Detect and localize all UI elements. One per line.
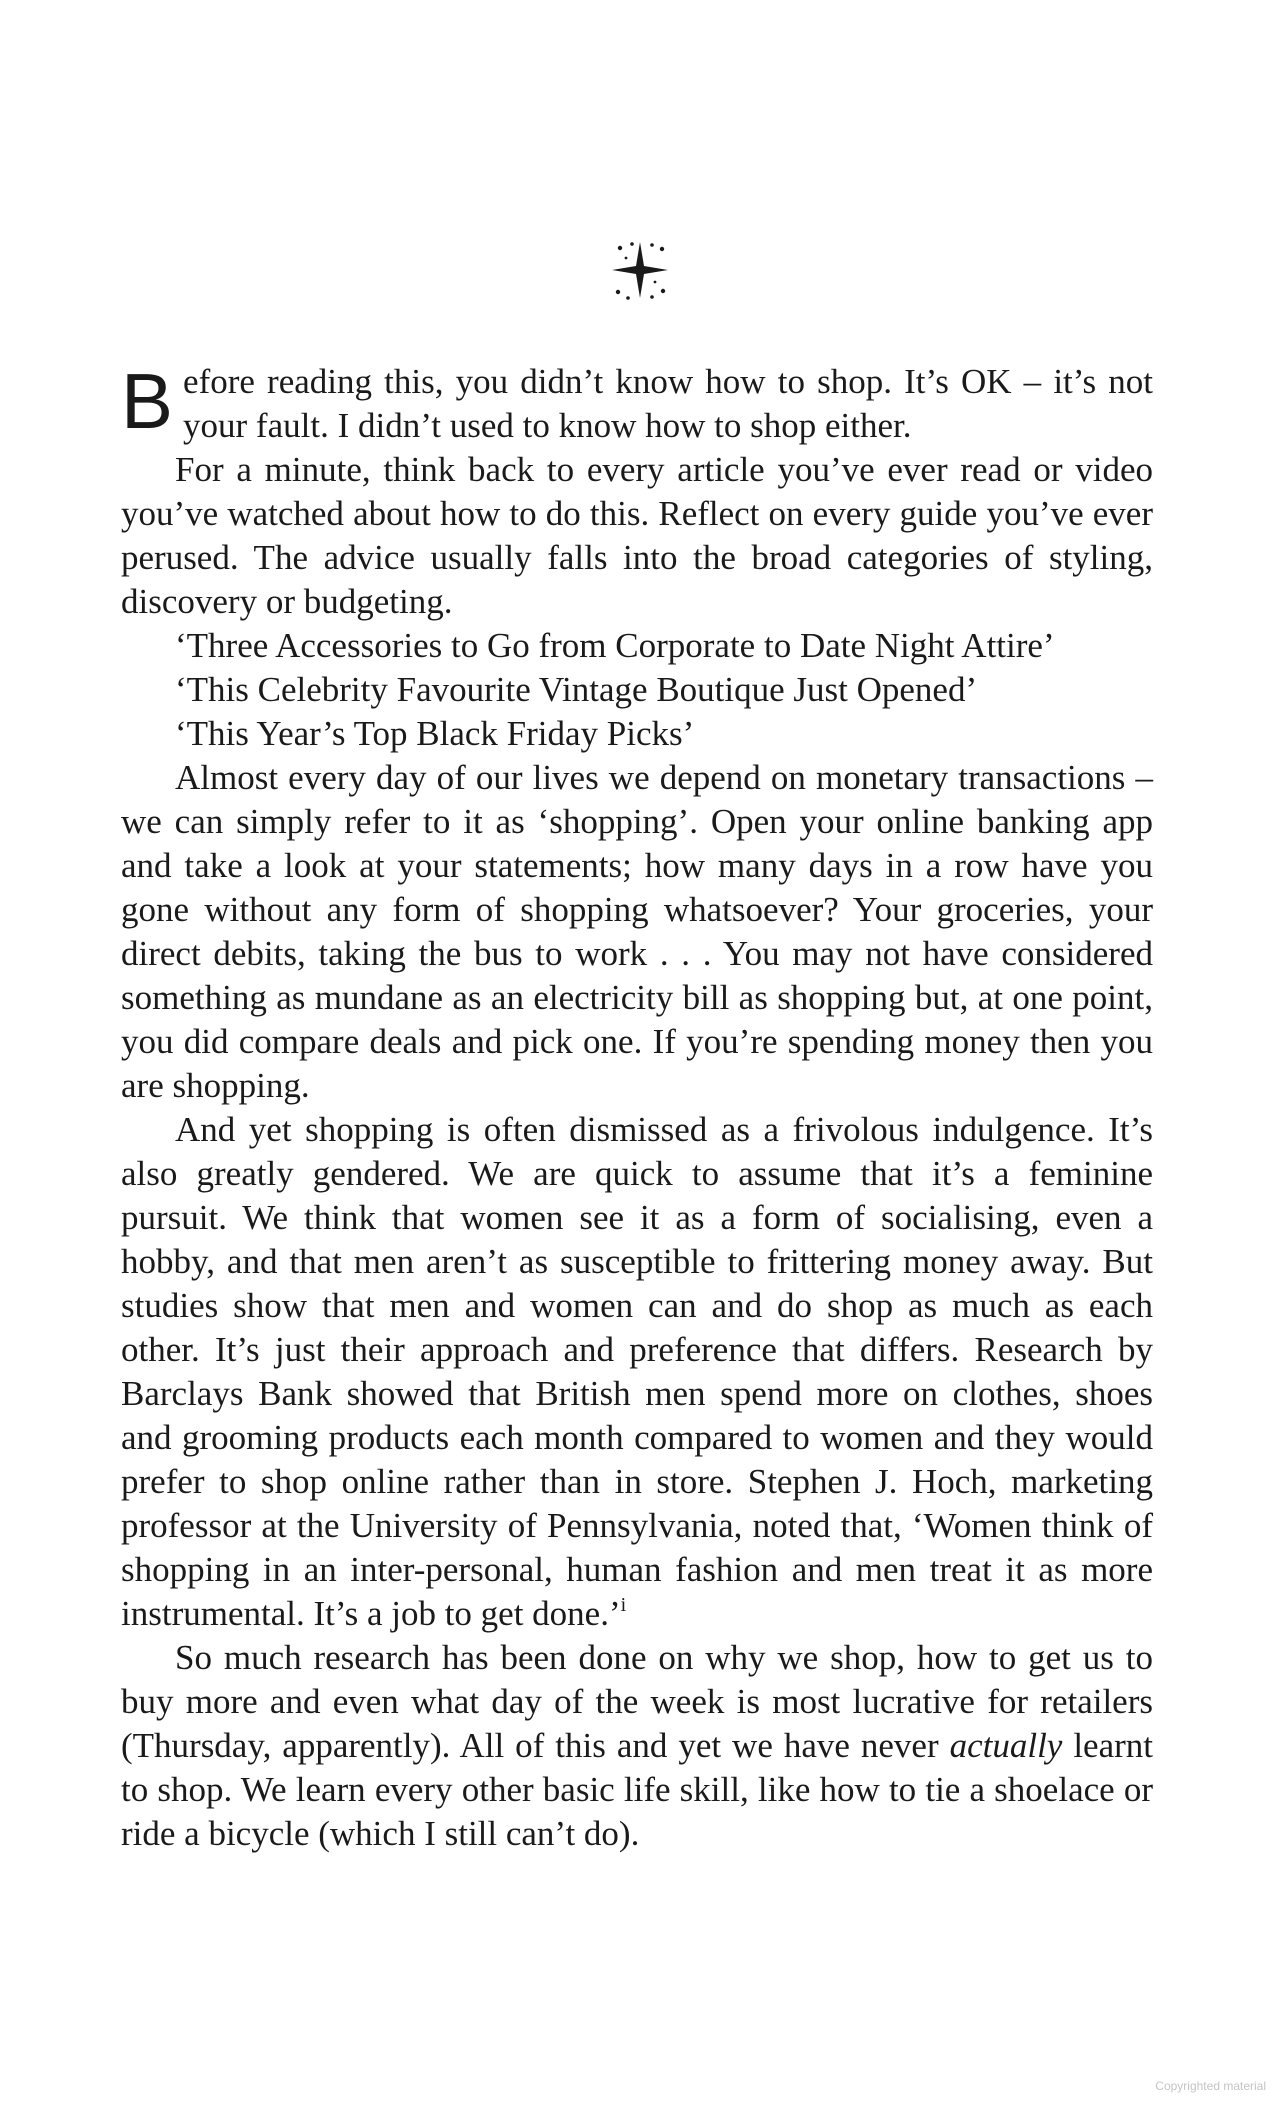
copyright-watermark: Copyrighted material — [1155, 2079, 1266, 2093]
opening-paragraph — [121, 357, 1153, 448]
headline-example-2: ‘This Celebrity Favourite Vintage Boutique Just Opened’ — [175, 670, 978, 709]
emphasis-actually: actually — [949, 1726, 1063, 1765]
chapter-body-text — [121, 357, 1153, 1856]
drop-cap: B — [121, 357, 174, 445]
opening-paragraph-text: efore reading this, you didn’t know how to shop. It’s OK – it’s not your fault. I didn’t used to know how to shop either. — [183, 362, 1153, 445]
paragraph-5-text-start: So much research has been done on why we shop, how to get us to buy more and even what day of the week is most lucrative for retailers (Thursday, apparently). All of this and yet we have never — [121, 1638, 1153, 1765]
paragraph-5-text-end: learnt to shop. We learn every other basic life skill, like how to tie a shoelace or ride a bicycle (which I still can’t do). — [121, 1726, 1153, 1853]
chapter-ornament — [606, 236, 674, 304]
headline-example-3: ‘This Year’s Top Black Friday Picks’ — [175, 714, 695, 753]
paragraph-3: Almost every day of our lives we depend on monetary transactions – we can simply refer to it as ‘shopping’. Open your online banking app and take a look at your statements; how many days in a row have you gone without any form of shopping whatsoever? Your groceries, your direct debits, taking the bus to work . . . You may not have considered something as mundane as an electricity bill as shopping but, at one point, you did compare deals and pick one. If you’re spending money then you are shopping. — [121, 758, 1153, 1105]
footnote-reference[interactable]: i — [620, 1594, 627, 1616]
paragraph-4 — [121, 1108, 1153, 1636]
four-point-star-icon — [606, 236, 674, 304]
headline-example-1: ‘Three Accessories to Go from Corporate to Date Night Attire’ — [175, 626, 1055, 665]
paragraph-4-text: And yet shopping is often dismissed as a frivolous indulgence. It’s also greatly gendered. We are quick to assume that it’s a feminine pursuit. We think that women see it as a form of socialising, even a hobby, and that men aren’t as susceptible to frittering money away. But studies show that men and women can and do shop as much as each other. It’s just their approach and preference that differs. Research by Barclays Bank showed that British men spend more on clothes, shoes and grooming products each month compared to women and they would prefer to shop online rather than in store. Stephen J. Hoch, marketing professor at the University of Pennsylvania, noted that, ‘Women think of shopping in an inter-personal, human fashion and men treat it as more instrumental. It’s a job to get done.’ — [121, 1110, 1153, 1633]
paragraph-2: For a minute, think back to every article you’ve ever read or video you’ve watched about how to do this. Reflect on every guide you’ve ever perused. The advice usually falls into the broad categories of styling, discovery or budgeting. — [121, 450, 1153, 621]
paragraph-5 — [121, 1636, 1153, 1856]
